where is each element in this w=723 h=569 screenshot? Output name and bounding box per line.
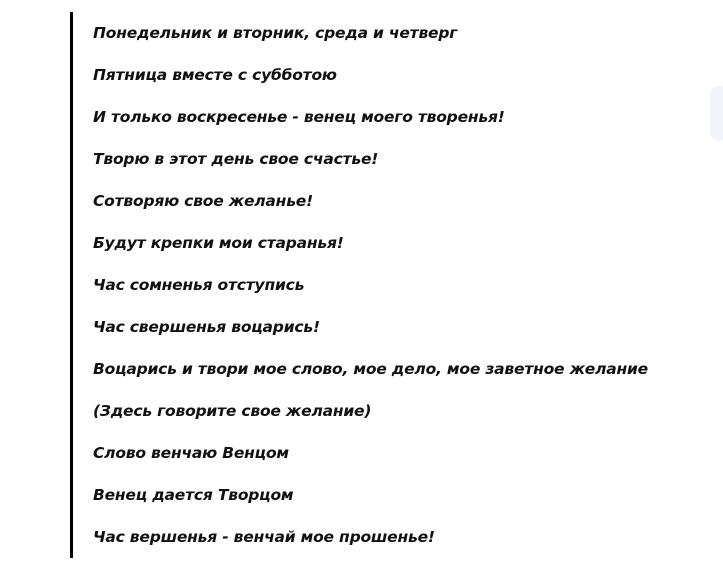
poem-line: Воцарись и твори мое слово, мое дело, мое заветное желание [93, 360, 648, 378]
poem-line: Слово венчаю Венцом [93, 444, 289, 462]
poem-blockquote [93, 22, 648, 568]
poem-line: Час свершенья воцарись! [93, 318, 320, 336]
poem-line: Творю в этот день свое счастье! [93, 150, 379, 168]
poem-line: Час вершенья - венчай мое прошенье! [93, 528, 435, 546]
poem-line: Венец дается Творцом [93, 486, 294, 504]
poem-line: И только воскресенье - венец моего творенья! [93, 108, 505, 126]
poem-line: Час сомненья отступись [93, 276, 305, 294]
poem-line: (Здесь говорите свое желание) [93, 402, 372, 420]
poem-line: Сотворяю свое желанье! [93, 192, 313, 210]
poem-line: Пятница вместе с субботою [93, 66, 337, 84]
blockquote-bar [70, 12, 73, 558]
poem-line: Понедельник и вторник, среда и четверг [93, 24, 458, 42]
poem-line: Будут крепки мои старанья! [93, 234, 344, 252]
side-panel-tab[interactable] [710, 86, 723, 140]
